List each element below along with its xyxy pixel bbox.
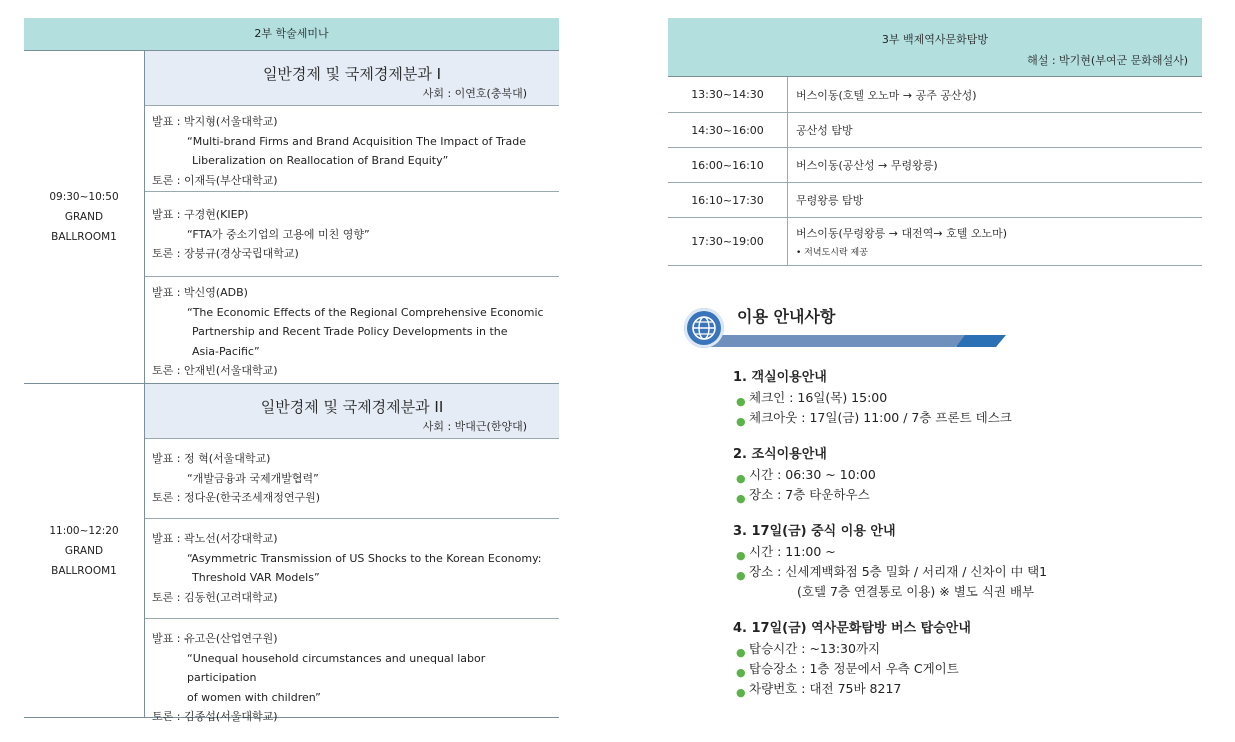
session-title-row [145, 51, 559, 106]
tour-note: • 저녁도시락 제공 [796, 248, 868, 258]
tour-desc-text: 버스이동(호텔 오노마 → 공주 공산성) [796, 88, 977, 102]
tour-row [668, 183, 1202, 218]
info-item-text: 탑승장소 : 1층 정문에서 우측 C게이트 [749, 661, 959, 676]
info-title: 이용 안내사항 [737, 307, 836, 326]
session-room: GRAND [64, 544, 104, 557]
talk-presenter: 발표 : 구경현(KIEP) [152, 208, 249, 221]
talk-item [145, 106, 559, 192]
talk-discussant: 토론 : 장붕규(경상국립대학교) [152, 247, 299, 260]
bullet-icon: ● [736, 646, 746, 659]
globe-icon [684, 308, 724, 348]
session-title: 일반경제 및 국제경제분과 I [262, 65, 442, 83]
tour-time: 13:30~14:30 [668, 77, 788, 112]
info-item [733, 659, 1213, 679]
talk-item [145, 619, 559, 723]
talk-title: “Asymmetric Transmission of US Shocks to the Korean Economy: [187, 551, 542, 565]
session-block-1 [24, 50, 559, 383]
info-list [733, 368, 1213, 716]
info-item-text: 장소 : 신세계백화점 5층 밀화 / 서리재 / 신차이 中 택1 [749, 564, 1048, 579]
talk-title: of women with children” [187, 690, 321, 704]
tour-time: 17:30~19:00 [668, 218, 788, 265]
info-item-text: 시간 : 11:00 ~ [749, 544, 836, 559]
tour-desc [788, 113, 1202, 147]
talk-presenter: 발표 : 정 혁(서울대학교) [152, 452, 271, 465]
talk-title: “FTA가 중소기업의 고용에 미친 영향” [187, 227, 370, 241]
seminar-header: 2부 학술세미나 [24, 18, 559, 50]
info-item-text: 체크아웃 : 17일(금) 11:00 / 7층 프론트 데스크 [749, 410, 1012, 425]
tour-row [668, 218, 1202, 266]
session-room: GRAND [64, 211, 104, 223]
session-block-2 [24, 383, 559, 723]
talk-discussant: 토론 : 김종섭(서울대학교) [152, 710, 278, 723]
bullet-icon: ● [736, 549, 746, 562]
session-room: BALLROOM1 [51, 564, 117, 577]
talk-title: “개발금융과 국제개발협력” [187, 471, 319, 485]
talk-discussant: 토론 : 김동헌(고려대학교) [152, 590, 278, 604]
info-section [733, 445, 1213, 505]
talk-title: Liberalization on Reallocation of Brand Equity” [192, 154, 449, 167]
info-item [733, 408, 1213, 428]
tour-table [668, 18, 1202, 266]
talk-discussant: 토론 : 안재빈(서울대학교) [152, 364, 278, 377]
talk-presenter: 발표 : 박지형(서울대학교) [152, 115, 278, 128]
tour-desc [788, 148, 1202, 182]
talk-item [145, 519, 559, 619]
info-item [733, 388, 1213, 408]
bullet-icon: ● [736, 472, 746, 485]
talk-presenter: 발표 : 박신영(ADB) [152, 286, 248, 299]
info-section [733, 522, 1213, 602]
tour-time: 16:00~16:10 [668, 148, 788, 182]
info-section-title: 3. 17일(금) 중식 이용 안내 [733, 524, 896, 539]
info-item [733, 465, 1213, 485]
info-item-text: 시간 : 06:30 ~ 10:00 [749, 467, 876, 482]
tour-desc [788, 218, 1202, 265]
session-content [145, 384, 559, 723]
session-time: 09:30~10:50 [49, 191, 119, 203]
talk-presenter: 발표 : 유고은(산업연구원) [152, 632, 278, 645]
tour-header [668, 18, 1202, 77]
talk-discussant: 토론 : 이재득(부산대학교) [152, 173, 278, 187]
tour-guide: 해설 : 박기현(부여군 문화해설사) [1027, 54, 1188, 67]
info-item [733, 639, 1213, 659]
talk-title: Asia-Pacific” [192, 344, 260, 358]
tour-desc-text: 버스이동(무령왕릉 → 대전역→ 호텔 오노마) [796, 227, 1008, 240]
tour-desc-text: 버스이동(공산성 → 무령왕릉) [796, 159, 938, 172]
tour-desc-text: 무령왕릉 탐방 [796, 194, 864, 207]
bullet-icon: ● [736, 395, 746, 408]
heading-bar [704, 335, 974, 347]
talk-item [145, 192, 559, 277]
session-title: 일반경제 및 국제경제분과 II [260, 398, 444, 416]
session-time-cell [24, 51, 145, 383]
session-moderator: 사회 : 박대근(한양대) [422, 420, 527, 433]
info-item [733, 679, 1213, 699]
talk-title: Partnership and Recent Trade Policy Developments in the [192, 325, 508, 338]
session-room: BALLROOM1 [51, 231, 117, 243]
session-time-cell [24, 384, 145, 717]
talk-item [145, 277, 559, 383]
seminar-table [24, 18, 559, 723]
tour-desc [788, 183, 1202, 217]
info-section-title: 4. 17일(금) 역사문화탐방 버스 탑승안내 [733, 621, 971, 636]
tour-time: 16:10~17:30 [668, 183, 788, 217]
tour-title: 3부 백제역사문화탐방 [881, 33, 989, 46]
info-item-text: 차량번호 : 대전 75바 8217 [749, 681, 902, 696]
info-heading [684, 304, 1009, 350]
info-item-text: 체크인 : 16일(목) 15:00 [749, 390, 888, 405]
info-section-title: 1. 객실이용안내 [733, 370, 827, 385]
session-title-row [145, 384, 559, 439]
session-content [145, 51, 559, 383]
talk-title: “Multi-brand Firms and Brand Acquisition The Impact of Trade [187, 134, 527, 148]
talk-title: Threshold VAR Models” [192, 571, 320, 584]
tour-desc [788, 77, 1202, 112]
talk-title: “The Economic Effects of the Regional Comprehensive Economic [187, 305, 544, 319]
tour-row [668, 148, 1202, 183]
info-section [733, 368, 1213, 428]
tour-row [668, 77, 1202, 113]
info-item [733, 562, 1213, 582]
talk-title: “Unequal household circumstances and unequal labor participation [187, 651, 486, 684]
info-item-continuation: (호텔 7층 연결통로 이용) ※ 별도 식권 배부 [797, 584, 1035, 599]
tour-time: 14:30~16:00 [668, 113, 788, 147]
info-item [733, 542, 1213, 562]
session-moderator: 사회 : 이연호(충북대) [422, 87, 527, 100]
info-item-text: 탑승시간 : ~13:30까지 [749, 641, 881, 656]
info-section [733, 619, 1213, 699]
info-item-text: 장소 : 7층 타운하우스 [749, 487, 870, 502]
talk-discussant: 토론 : 정다운(한국조세재정연구원) [152, 491, 321, 504]
talk-presenter: 발표 : 곽노선(서강대학교) [152, 532, 278, 545]
session-time: 11:00~12:20 [49, 524, 119, 537]
bullet-icon: ● [736, 666, 746, 679]
info-section-title: 2. 조식이용안내 [733, 447, 827, 462]
bullet-icon: ● [736, 415, 746, 428]
tour-row [668, 113, 1202, 148]
talk-item [145, 439, 559, 519]
tour-desc-text: 공산성 탐방 [796, 124, 853, 137]
bullet-icon: ● [736, 492, 746, 505]
bullet-icon: ● [736, 686, 746, 699]
info-item [733, 485, 1213, 505]
bullet-icon: ● [736, 569, 746, 582]
